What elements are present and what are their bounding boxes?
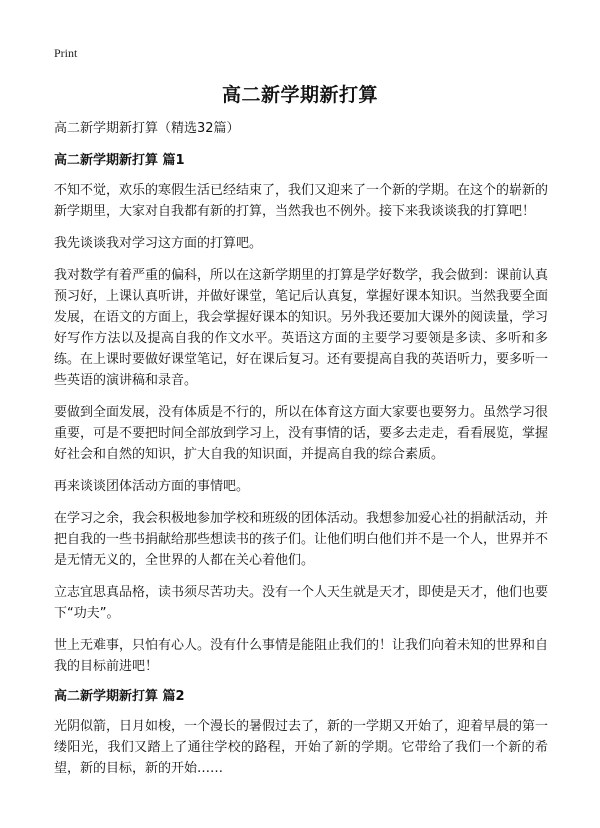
paragraph: 立志宜思真品格，读书须尽苦功夫。没有一个人天生就是天才，即使是天才，他们也要下“功夫”。 — [54, 585, 549, 621]
document-subtitle: 高二新学期新打算（精选32篇） — [54, 121, 240, 136]
paragraph: 世上无难事，只怕有心人。没有什么事情是能阻止我们的！让我们向着未知的世界和自我的目标前进吧！ — [54, 638, 549, 674]
print-link[interactable]: Print — [54, 46, 78, 60]
paragraph: 我对数学有着严重的偏科，所以在这新学期里的打算是学好数学，我会做到：课前认真预习好，上课认真听讲，并做好课堂，笔记后认真复，掌握好课本知识。当然我要全面发展，在语文的方面上，我会掌握好课本的知识。另外我还要加大课外的阅读量，学习好写作方法以及提高自我的作文水平。英语这方面的主要学习要领是多读、多听和多练。在上课时要做好课堂笔记，好在课后复习。还有要提高自我的英语听力，要多听一些英语的演讲稿和录音。 — [54, 268, 549, 388]
section-heading: 高二新学期新打算 篇1 — [54, 153, 185, 168]
paragraph: 要做到全面发展，没有体质是不行的，所以在体育这方面大家要也要努力。虽然学习很重要，可是不要把时间全部放到学习上，没有事情的话，要多去走走，看看展览，掌握好社会和自然的知识，扩大自我的知识面，并提高自我的综合素质。 — [54, 405, 549, 462]
paragraph: 我先谈谈我对学习这方面的打算吧。 — [54, 236, 263, 251]
paragraph: 再来谈谈团体活动方面的事情吧。 — [54, 479, 250, 494]
section-2 — [54, 688, 548, 779]
paragraph: 不知不觉，欢乐的寒假生活已经结束了，我们又迎来了一个新的学期。在这个的崭新的新学期里，大家对自我都有新的打算，当然我也不例外。接下来我谈谈我的打算吧！ — [54, 183, 549, 219]
document-body — [54, 120, 548, 790]
section-heading: 高二新学期新打算 篇2 — [54, 689, 185, 704]
page-title: 高二新学期新打算 — [221, 84, 378, 106]
section-1 — [54, 152, 548, 677]
paragraph: 光阴似箭，日月如梭，一个漫长的暑假过去了，新的一学期又开始了，迎着早晨的第一缕阳光，我们又踏上了通往学校的路程，开始了新的学期。它带给了我们一个新的希望，新的目标，新的开始…… — [54, 719, 549, 776]
paragraph: 在学习之余，我会积极地参加学校和班级的团体活动。我想参加爱心社的捐献活动，并把自我的一些书捐献给那些想读书的孩子们。让他们明白他们并不是一个人，世界并不是无情无义的，全世界的人都在关心着他们。 — [54, 511, 549, 568]
